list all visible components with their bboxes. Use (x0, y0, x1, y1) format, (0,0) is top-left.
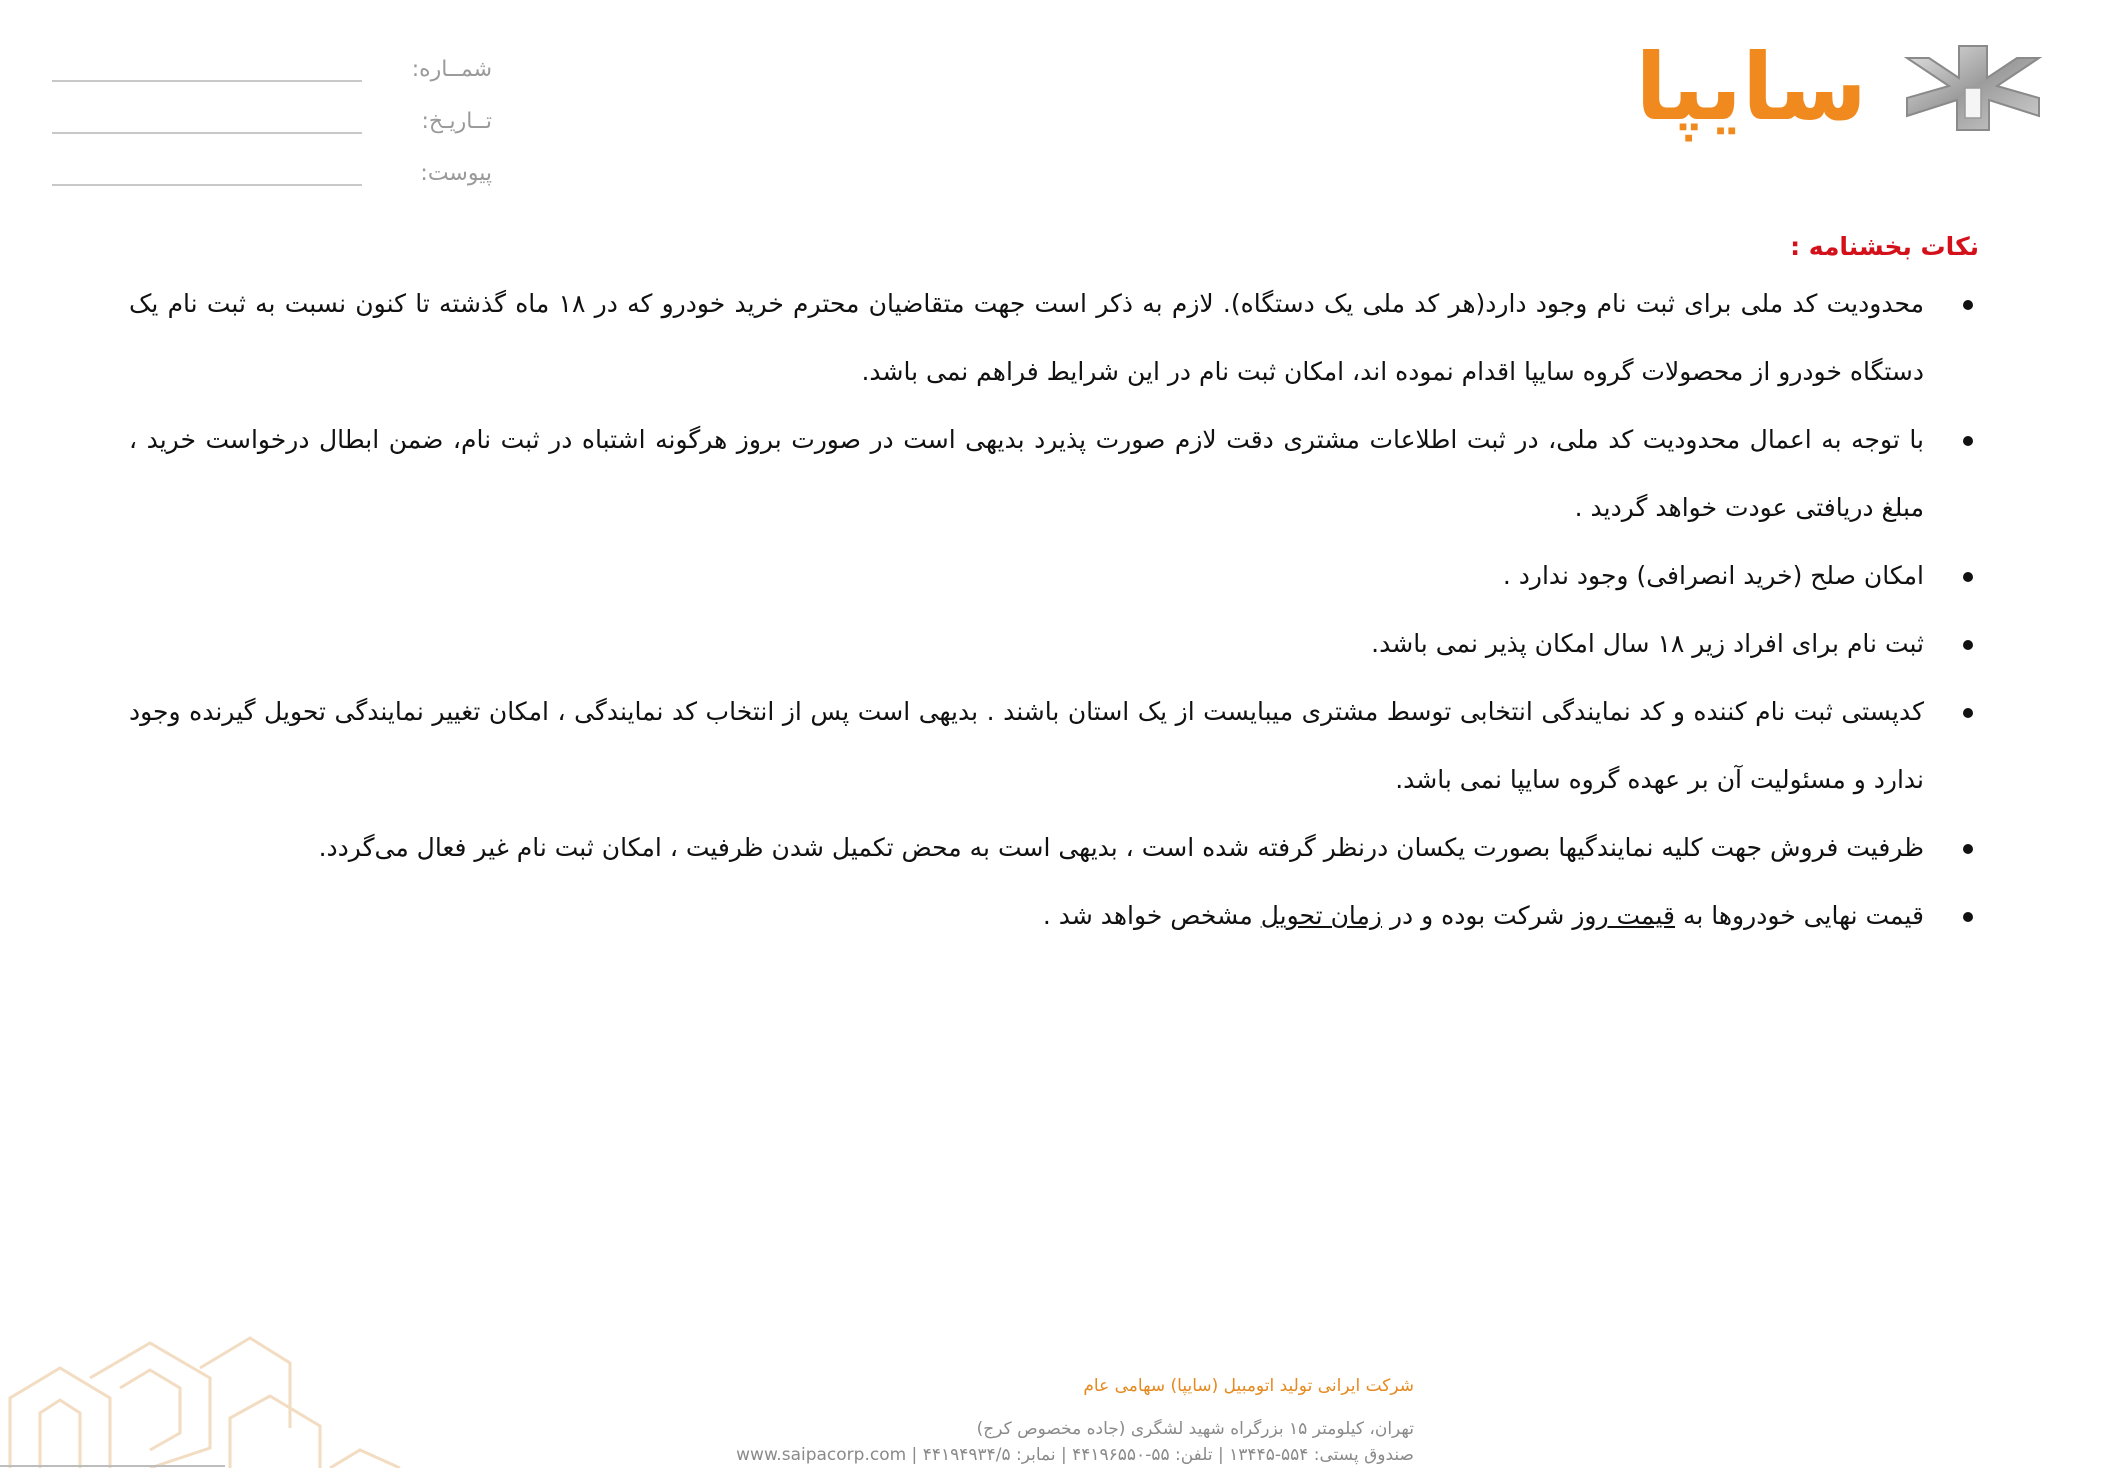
note-text-part: شرکت بوده و در (1382, 901, 1573, 930)
bullet-icon (1963, 708, 1973, 718)
meta-date-label: تــاریـخ: (421, 109, 492, 134)
note-text: ظرفیت فروش جهت کلیه نمایندگیها بصورت یکسان درنظر گرفته شده است ، بدیهی است به محض تکمیل شدن ظرفیت ، امکان ثبت نام غیر فعال می‌گردد. (318, 833, 1924, 862)
note-item (129, 406, 1979, 542)
note-item (129, 610, 1979, 678)
bullet-icon (1963, 300, 1973, 310)
note-item (129, 882, 1979, 950)
footer-contact: صندوق پستی: ۵۵۴-۱۳۴۴۵ | تلفن: ۵۵-۴۴۱۹۶۵۵۰ | نمابر: ۴۴۱۹۴۹۳۴/۵ | www.saipacorp.com (736, 1445, 1414, 1465)
bullet-icon (1963, 436, 1973, 446)
bullet-icon (1963, 572, 1973, 582)
meta-attachment-label: پیوست: (420, 161, 492, 186)
bullet-icon (1963, 640, 1973, 650)
saipa-logo (1547, 34, 2047, 148)
note-text: کدپستی ثبت نام کننده و کد نمایندگی انتخابی توسط مشتری میبایست از یک استان باشند . بدیهی است پس از انتخاب کد نمایندگی ، امکان تغییر نمایندگی تحویل گیرنده وجود ندارد و مسئولیت آن بر عهده گروه سایپا نمی باشد. (129, 697, 1924, 794)
note-text: امکان صلح (خرید انصرافی) وجود ندارد . (1502, 561, 1924, 590)
meta-number-line (52, 62, 362, 82)
note-item (129, 678, 1979, 814)
footer-address: تهران، کیلومتر ۱۵ بزرگراه شهید لشگری (جاده مخصوص کرج) (976, 1419, 1414, 1439)
section-title: نکات بخشنامه : (1790, 232, 1979, 261)
footer-company: شرکت ایرانی تولید اتومبیل (سایپا) سهامی عام (1083, 1376, 1414, 1396)
meta-date (52, 82, 492, 134)
note-text: با توجه به اعمال محدودیت کد ملی، در ثبت اطلاعات مشتری دقت لازم صورت پذیرد بدیهی است در صورت بروز هرگونه اشتباه در ثبت نام، ضمن ابطال درخواست خرید ، مبلغ دریافتی عودت خواهد گردید . (129, 425, 1924, 522)
saipa-emblem-icon (1897, 38, 2047, 138)
note-text: ثبت نام برای افراد زیر ۱۸ سال امکان پذیر نمی باشد. (1371, 629, 1924, 658)
bullet-icon (1963, 844, 1973, 854)
decorative-pattern (0, 1308, 560, 1468)
note-text-part: مشخص خواهد شد . (1042, 901, 1261, 930)
note-text-part: قیمت نهایی خودروها به (1675, 901, 1924, 930)
footer (736, 1376, 1414, 1468)
note-item (129, 542, 1979, 610)
note-item (129, 814, 1979, 882)
note-text-underlined: قیمت روز (1572, 901, 1675, 930)
meta-number-label: شمــاره: (411, 57, 492, 82)
meta-number (52, 30, 492, 82)
meta-attachment-line (52, 166, 362, 186)
document-meta (52, 30, 492, 186)
note-text: محدودیت کد ملی برای ثبت نام وجود دارد(هر کد ملی یک دستگاه). لازم به ذکر است جهت متقاضیان محترم خرید خودرو که در ۱۸ ماه گذشته تا کنون نسبت به ثبت نام یک دستگاه خودرو از محصولات گروه سایپا اقدام نموده اند، امکان ثبت نام در این شرایط فراهم نمی باشد. (129, 289, 1924, 386)
note-item (129, 270, 1979, 406)
meta-date-line (52, 114, 362, 134)
logo-wordmark: سایپا (1635, 34, 1867, 141)
notes-list (129, 270, 1979, 950)
meta-attachment (52, 134, 492, 186)
note-text-underlined: زمان تحویل (1260, 901, 1383, 930)
bullet-icon (1963, 912, 1973, 922)
